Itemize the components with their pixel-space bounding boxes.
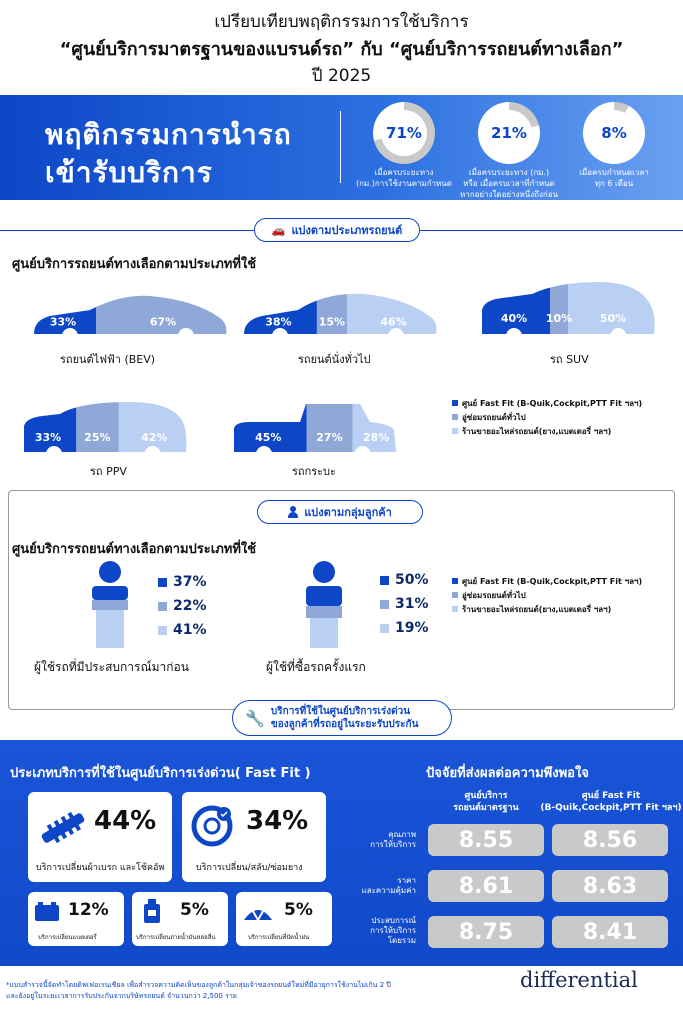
- card-tire: [182, 792, 326, 882]
- ft-pct-1: 50%: [380, 572, 429, 588]
- car-segment-label: 27%: [316, 430, 343, 444]
- car-segment-label: 28%: [363, 430, 390, 444]
- banner-title1: พฤติกรรมการนำรถ: [45, 118, 292, 151]
- exp-label: ผู้ใช้รถที่มีประสบการณ์มาก่อน: [34, 660, 189, 674]
- ft-pct-2: 31%: [380, 596, 429, 612]
- tire-label: บริการเปลี่ยน/สลับ/ซ่อมยาง: [196, 863, 303, 873]
- car-bev-label: รถยนต์ไฟฟ้า (BEV): [60, 353, 156, 366]
- stat-donut-3: [583, 102, 645, 164]
- legend-item-fastfit: ศูนย์ Fast Fit (B-Quik,Cockpit,PTT Fit ฯลฯ): [452, 396, 642, 410]
- car-segment-label: 15%: [318, 315, 346, 329]
- wiper-icon: [242, 900, 274, 922]
- car-pickup: [230, 400, 400, 460]
- person-figure-firsttime: [302, 560, 346, 650]
- oil-label: บริการเปลี่ยนถ่ายน้ำมันหล่อลื่น: [136, 934, 216, 941]
- ft-pct-3: 19%: [380, 620, 429, 636]
- stat-caption-3: เมื่อครบกำหนดเวลา ทุก 6 เดือน: [579, 168, 649, 188]
- header-line1: เปรียบเทียบพฤติกรรมการใช้บริการ: [214, 12, 469, 32]
- wiper-label: บริการเปลี่ยนที่ปัดน้ำฝน: [248, 934, 310, 941]
- legend-item-parts: ร้านขายอะไหล่รถยนต์(ยาง,แบตเตอรี่ ฯลฯ): [452, 424, 642, 438]
- stat-caption-1: เมื่อครบระยะทาง (กม.)การใช้งานตามกำหนด: [356, 168, 452, 188]
- score-price-fastfit: 8.63: [552, 870, 668, 902]
- legend-customers: ศูนย์ Fast Fit (B-Quik,Cockpit,PTT Fit ฯลฯ) อู่ซ่อมรถยนต์ทั่วไป ร้านขายอะไหล่รถยนต์(ยาง,แบตเตอรี่ ฯลฯ): [452, 574, 642, 616]
- card-wiper: [236, 892, 332, 946]
- customer-heading: ศูนย์บริการรถยนต์ทางเลือกตามประเภทที่ใช้: [12, 542, 257, 557]
- stat-donut-2: [478, 102, 540, 164]
- customer-pill: แบ่งตามกลุ่มลูกค้า: [257, 500, 423, 524]
- car-segment-label: 38%: [265, 315, 292, 329]
- tire-icon: [190, 804, 234, 848]
- score-quality-fastfit: 8.56: [552, 824, 668, 856]
- car-segment-label: 42%: [141, 430, 168, 444]
- exp-pct-2: 22%: [158, 598, 207, 614]
- brand-logo: differential: [520, 968, 638, 992]
- tire-pct: 34%: [246, 806, 309, 836]
- header-year: ปี 2025: [311, 66, 372, 86]
- stat-donut-1: [373, 102, 435, 164]
- car-segment: [550, 280, 569, 342]
- car-sedan: [240, 290, 440, 342]
- oil-pct: 5%: [180, 900, 209, 920]
- car-segment-label: 67%: [149, 315, 177, 329]
- car-pickup-label: รถกระบะ: [292, 465, 336, 478]
- car-ppv-label: รถ PPV: [90, 465, 127, 478]
- brake-label: บริการเปลี่ยนผ้าเบรก และโช้คอัพ: [36, 863, 165, 873]
- car-bev: [30, 290, 230, 342]
- row-price-label: ราคา และความคุ้มค่า: [361, 876, 416, 895]
- card-brake-shock: [28, 792, 172, 882]
- legend-item-garage: อู่ซ่อมรถยนต์ทั่วไป: [452, 410, 642, 424]
- col-standard: ศูนย์บริการ รถยนต์มาตรฐาน: [453, 791, 519, 813]
- warranty-pill: 🔧 บริการที่ใช้ในศูนย์บริการเร่งด่วน ของลูกค้าที่รถอยู่ในระยะรับประกัน: [232, 700, 452, 736]
- banner-title2: เข้ารับบริการ: [45, 156, 213, 189]
- car-ppv: [20, 400, 190, 460]
- car-segment-label: 40%: [500, 312, 528, 326]
- wiper-pct: 5%: [284, 900, 313, 920]
- car-icon: 🚗: [271, 223, 286, 237]
- shock-absorber-icon: [36, 808, 90, 848]
- stat-caption-2: เมื่อครบระยะทาง (กม.) หรือ เมื่อครบเวลาที่กำหนด หากอย่างใดอย่างหนึ่งถึงก่อน: [459, 168, 558, 199]
- car-segment-label: 50%: [599, 312, 627, 326]
- score-quality-standard: 8.55: [428, 824, 544, 856]
- battery-label: บริการเปลี่ยนแบตเตอรี่: [38, 934, 97, 941]
- battery-pct: 12%: [68, 900, 109, 920]
- card-oil: [132, 892, 228, 946]
- score-experience-standard: 8.75: [428, 916, 544, 948]
- behavior-banner: [0, 95, 683, 200]
- fastfit-heading: ประเภทบริการที่ใช้ในศูนย์บริการเร่งด่วน( Fast Fit ): [10, 766, 311, 781]
- car-segment-label: 33%: [34, 430, 62, 444]
- oil-can-icon: [142, 898, 162, 924]
- car-suv-label: รถ SUV: [550, 353, 589, 366]
- card-battery: [28, 892, 124, 946]
- row-experience-label: ประสบการณ์ การให้บริการ โดยรวม: [370, 916, 416, 945]
- car-section-heading: ศูนย์บริการรถยนต์ทางเลือกตามประเภทที่ใช้: [12, 257, 257, 272]
- ft-label: ผู้ใช้ที่ซื้อรถครั้งแรก: [266, 660, 366, 674]
- car-segment-label: 46%: [380, 315, 407, 329]
- score-price-standard: 8.61: [428, 870, 544, 902]
- car-segment-label: 45%: [255, 430, 282, 444]
- legend-cars: [452, 396, 642, 438]
- satisfaction-heading: ปัจจัยที่ส่งผลต่อความพึงพอใจ: [426, 766, 589, 781]
- brake-pct: 44%: [94, 806, 157, 836]
- car-sedan-label: รถยนต์นั่งทั่วไป: [298, 353, 371, 366]
- stat-pct-3: 8%: [591, 110, 637, 156]
- car-segment-label: 33%: [49, 315, 77, 329]
- car-type-pill: 🚗 แบ่งตามประเภทรถยนต์: [254, 218, 420, 242]
- col-fastfit: ศูนย์ Fast Fit (B-Quik,Cockpit,PTT Fit ฯลฯ): [540, 791, 682, 813]
- car-segment-label: 10%: [545, 312, 573, 326]
- car-segment-label: 25%: [84, 430, 111, 444]
- person-icon: [288, 506, 298, 518]
- footer-note: *แบบสำรวจนี้จัดทำโดยดิฟเฟอเรนเชียล เพื่อสำรวจความคิดเห็นของลูกค้าในกลุ่มเจ้าของรถยนต์ใหม่ที่มีอายุการใช้งานไม่เกิน 2 ปี และยังอยู่ในระยะเวลาการรับประกันจากบริษัทรถยนต์ จำนวนกว่า 2,500 ราย: [6, 981, 391, 1000]
- person-figure-experienced: [88, 560, 132, 650]
- header-line2: “ศูนย์บริการมาตรฐานของแบรนด์รถ” กับ “ศูนย์บริการรถยนต์ทางเลือก”: [59, 39, 624, 60]
- wrench-icon: 🔧: [245, 708, 265, 728]
- car-suv: [478, 280, 658, 342]
- stat-pct-2: 21%: [486, 110, 532, 156]
- exp-pct-1: 37%: [158, 574, 207, 590]
- battery-icon: [34, 900, 60, 922]
- exp-pct-3: 41%: [158, 622, 207, 638]
- stat-pct-1: 71%: [381, 110, 427, 156]
- banner-divider: [340, 111, 341, 183]
- score-experience-fastfit: 8.41: [552, 916, 668, 948]
- row-quality-label: คุณภาพ การให้บริการ: [370, 830, 416, 849]
